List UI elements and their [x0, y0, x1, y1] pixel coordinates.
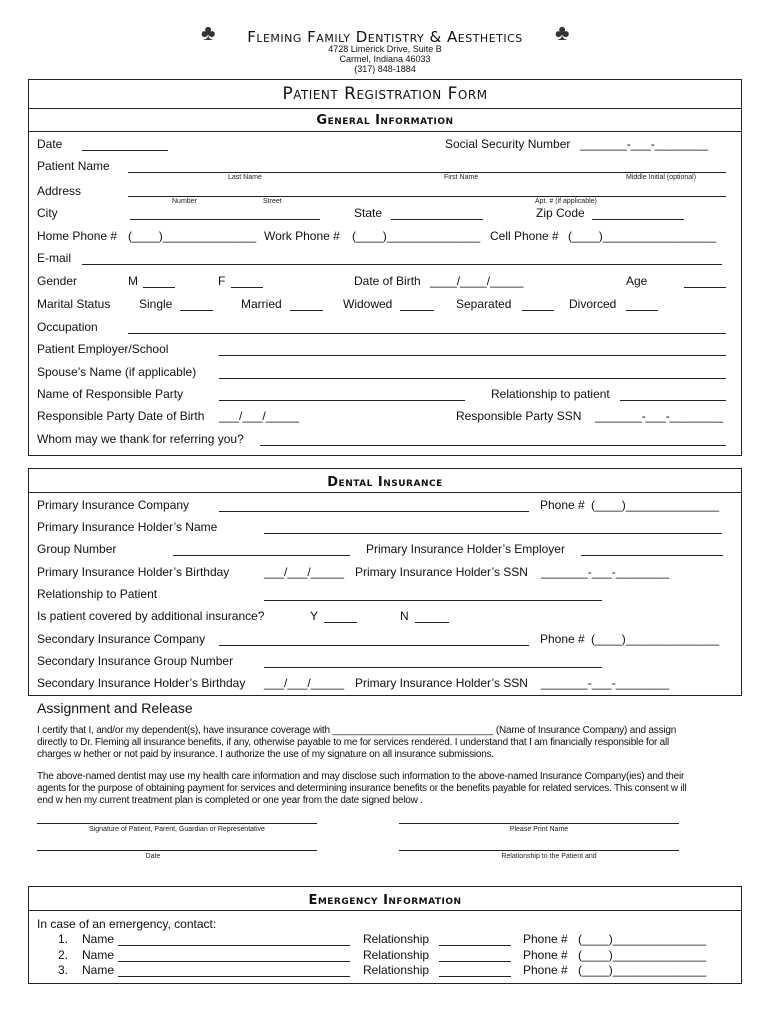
gender-female-label: F — [218, 274, 226, 288]
emergency-name-label: Name — [82, 963, 115, 977]
additional-no-field[interactable] — [415, 622, 449, 623]
holder-ssn-field[interactable]: _______-___-________ — [541, 565, 670, 579]
work-phone-label: Work Phone # — [264, 229, 340, 243]
emergency-phone-label: Phone # — [523, 948, 568, 962]
city-field[interactable] — [130, 219, 320, 220]
print-name-field[interactable] — [399, 823, 679, 824]
city-label: City — [37, 206, 58, 220]
occupation-field[interactable] — [128, 333, 726, 334]
practice-address-2: Carmel, Indiana 46033 — [339, 54, 431, 64]
email-label: E-mail — [37, 251, 72, 265]
single-label: Single — [139, 297, 173, 311]
emergency-intro: In case of an emergency, contact: — [37, 917, 217, 931]
rp-ssn-field[interactable]: _______-___-________ — [595, 409, 724, 423]
middle-initial-caption: Middle Initial (optional) — [626, 174, 697, 181]
emergency-row-number: 3. — [58, 963, 69, 977]
holder-employer-label: Primary Insurance Holder’s Employer — [366, 542, 565, 556]
married-field[interactable] — [290, 310, 323, 311]
gender-male-field[interactable] — [143, 287, 175, 288]
work-phone-field[interactable]: (____)______________ — [352, 229, 481, 243]
secondary-group-label: Secondary Insurance Group Number — [37, 654, 234, 668]
emergency-row-number: 2. — [58, 948, 69, 962]
secondary-holder-ssn-field[interactable]: _______-___-________ — [541, 676, 670, 690]
holder-birthday-label: Primary Insurance Holder’s Birthday — [37, 565, 230, 579]
practice-name: Fleming Family Dentistry & Aesthetics — [247, 28, 523, 46]
relationship-label: Relationship to patient — [491, 387, 610, 401]
address-label: Address — [37, 184, 82, 198]
responsible-party-label: Name of Responsible Party — [37, 387, 184, 401]
emergency-name-field[interactable] — [118, 961, 350, 962]
gender-male-label: M — [128, 274, 138, 288]
primary-company-field[interactable] — [219, 511, 529, 512]
separated-field[interactable] — [522, 310, 554, 311]
divorced-label: Divorced — [569, 297, 617, 311]
emergency-relationship-field[interactable] — [439, 976, 511, 977]
age-label: Age — [626, 274, 648, 288]
assignment-para2-line2: agents for the purpose of obtaining payment for services and determining insurance benefits or the benefits payable for related services. This consent w ill — [37, 783, 687, 794]
emergency-name-field[interactable] — [118, 976, 350, 977]
practice-phone: (317) 848-1884 — [354, 64, 416, 74]
state-field[interactable] — [391, 219, 483, 220]
emergency-name-label: Name — [82, 948, 115, 962]
assignment-para2-line1: The above-named dentist may use my health care information and may disclose such information to the above-named Insurance Company(ies) and their — [37, 771, 685, 782]
emergency-phone-label: Phone # — [523, 963, 568, 977]
patient-name-label: Patient Name — [37, 159, 110, 173]
secondary-phone-label: Phone # — [540, 632, 585, 646]
primary-company-label: Primary Insurance Company — [37, 498, 190, 512]
secondary-phone-field[interactable]: (____)______________ — [591, 632, 720, 646]
occupation-label: Occupation — [37, 320, 98, 334]
primary-phone-label: Phone # — [540, 498, 585, 512]
general-info-heading: General Information — [316, 113, 454, 128]
secondary-birthday-label: Secondary Insurance Holder’s Birthday — [37, 676, 246, 690]
group-number-field[interactable] — [173, 555, 350, 556]
additional-yes-label: Y — [310, 609, 319, 623]
address-field[interactable] — [128, 196, 726, 197]
emergency-relationship-label: Relationship — [363, 932, 430, 946]
emergency-relationship-label: Relationship — [363, 948, 430, 962]
assignment-heading: Assignment and Release — [37, 700, 193, 716]
print-name-caption: Please Print Name — [509, 826, 569, 833]
separated-label: Separated — [456, 297, 512, 311]
married-label: Married — [241, 297, 282, 311]
additional-no-label: N — [400, 609, 409, 623]
state-label: State — [354, 206, 383, 220]
first-name-caption: First Name — [444, 174, 479, 181]
rp-dob-label: Responsible Party Date of Birth — [37, 409, 205, 423]
cell-phone-label: Cell Phone # — [490, 229, 559, 243]
secondary-company-field[interactable] — [219, 645, 529, 646]
spouse-field[interactable] — [219, 378, 726, 379]
secondary-birthday-field[interactable]: ___/___/_____ — [264, 676, 345, 690]
secondary-holder-ssn-label: Primary Insurance Holder’s SSN — [355, 676, 528, 690]
widowed-label: Widowed — [343, 297, 393, 311]
date-field[interactable] — [82, 150, 168, 151]
emergency-phone-field[interactable]: (____)______________ — [578, 948, 707, 962]
emergency-relationship-field[interactable] — [439, 961, 511, 962]
additional-yes-field[interactable] — [324, 622, 357, 623]
emergency-phone-field[interactable]: (____)______________ — [578, 932, 707, 946]
cell-phone-field[interactable]: (____)_________________ — [568, 229, 717, 243]
last-name-caption: Last Name — [228, 174, 262, 181]
responsible-party-field[interactable] — [219, 400, 465, 401]
practice-address-1: 4728 Limerick Drive, Suite B — [328, 44, 442, 54]
employer-field[interactable] — [219, 355, 726, 356]
referral-label: Whom may we thank for referring you? — [37, 432, 244, 446]
group-number-label: Group Number — [37, 542, 117, 556]
rp-ssn-label: Responsible Party SSN — [456, 409, 582, 423]
apt-caption: Apt. # (if applicable) — [535, 198, 597, 205]
referral-field[interactable] — [260, 445, 726, 446]
emergency-relationship-field[interactable] — [439, 945, 511, 946]
home-phone-label: Home Phone # — [37, 229, 118, 243]
marital-status-label: Marital Status — [37, 297, 111, 311]
holder-name-label: Primary Insurance Holder’s Name — [37, 520, 218, 534]
age-field[interactable] — [684, 287, 726, 288]
emergency-row-number: 1. — [58, 932, 69, 946]
rp-dob-field[interactable]: ___/___/_____ — [219, 409, 300, 423]
gender-label: Gender — [37, 274, 78, 288]
gender-female-field[interactable] — [231, 287, 263, 288]
single-field[interactable] — [180, 310, 213, 311]
emergency-relationship-label: Relationship — [363, 963, 430, 977]
holder-name-field[interactable] — [264, 533, 722, 534]
relationship-field[interactable] — [620, 400, 726, 401]
assignment-para1-line1: I certify that I, and/or my dependent(s), have insurance coverage with ______________________________ (Name of Insurance Company) and assign — [37, 725, 677, 736]
dob-field[interactable]: ____/____/_____ — [430, 274, 524, 288]
zip-label: Zip Code — [536, 206, 585, 220]
emergency-name-field[interactable] — [118, 945, 350, 946]
ssn-field[interactable]: _______-___-________ — [580, 137, 709, 151]
emergency-phone-label: Phone # — [523, 932, 568, 946]
holder-ssn-label: Primary Insurance Holder’s SSN — [355, 565, 528, 579]
dob-label: Date of Birth — [354, 274, 421, 288]
patient-name-field[interactable] — [128, 172, 726, 173]
form-title: Patient Registration Form — [282, 84, 488, 104]
signer-relationship-field[interactable] — [399, 850, 679, 851]
clover-icon: ♣ — [201, 20, 216, 45]
signature-field[interactable] — [37, 823, 317, 824]
signature-date-caption: Date — [145, 853, 161, 860]
home-phone-field[interactable]: (____)______________ — [128, 229, 257, 243]
ssn-label: Social Security Number — [445, 137, 571, 151]
relationship-to-patient-field[interactable] — [264, 600, 602, 601]
divorced-field[interactable] — [626, 310, 658, 311]
dental-insurance-heading: Dental Insurance — [327, 475, 443, 490]
zip-field[interactable] — [592, 219, 684, 220]
assignment-para2-line3: end w hen my current treatment plan is completed or one year from the date signed below . — [37, 795, 423, 806]
primary-phone-field[interactable]: (____)______________ — [591, 498, 720, 512]
emergency-heading: Emergency Information — [308, 893, 462, 908]
secondary-company-label: Secondary Insurance Company — [37, 632, 206, 646]
additional-insurance-label: Is patient covered by additional insurance? — [37, 609, 265, 623]
emergency-phone-field[interactable]: (____)______________ — [578, 963, 707, 977]
assignment-para1-line2: directly to Dr. Fleming all insurance benefits, if any, otherwise payable to me for services rendered. I understand that I am financially responsible for all — [37, 737, 670, 748]
relationship-to-patient-label: Relationship to Patient — [37, 587, 158, 601]
date-label: Date — [37, 137, 63, 151]
emergency-name-label: Name — [82, 932, 115, 946]
signer-relationship-caption: Relationship to the Patient and — [501, 853, 597, 860]
clover-icon: ♣ — [555, 20, 570, 45]
holder-birthday-field[interactable]: ___/___/_____ — [264, 565, 345, 579]
number-caption: Number — [172, 198, 197, 205]
assignment-para1-line3: charges w hether or not paid by insurance. I authorize the use of my signature on all insurance submissions. — [37, 749, 494, 760]
signature-date-field[interactable] — [37, 850, 317, 851]
email-field[interactable] — [82, 264, 722, 265]
spouse-label: Spouse’s Name (if applicable) — [37, 365, 197, 379]
widowed-field[interactable] — [400, 310, 434, 311]
holder-employer-field[interactable] — [581, 555, 723, 556]
employer-label: Patient Employer/School — [37, 342, 169, 356]
street-caption: Street — [263, 198, 282, 205]
signature-caption: Signature of Patient, Parent, Guardian or Representative — [89, 826, 265, 833]
secondary-group-field[interactable] — [264, 667, 602, 668]
